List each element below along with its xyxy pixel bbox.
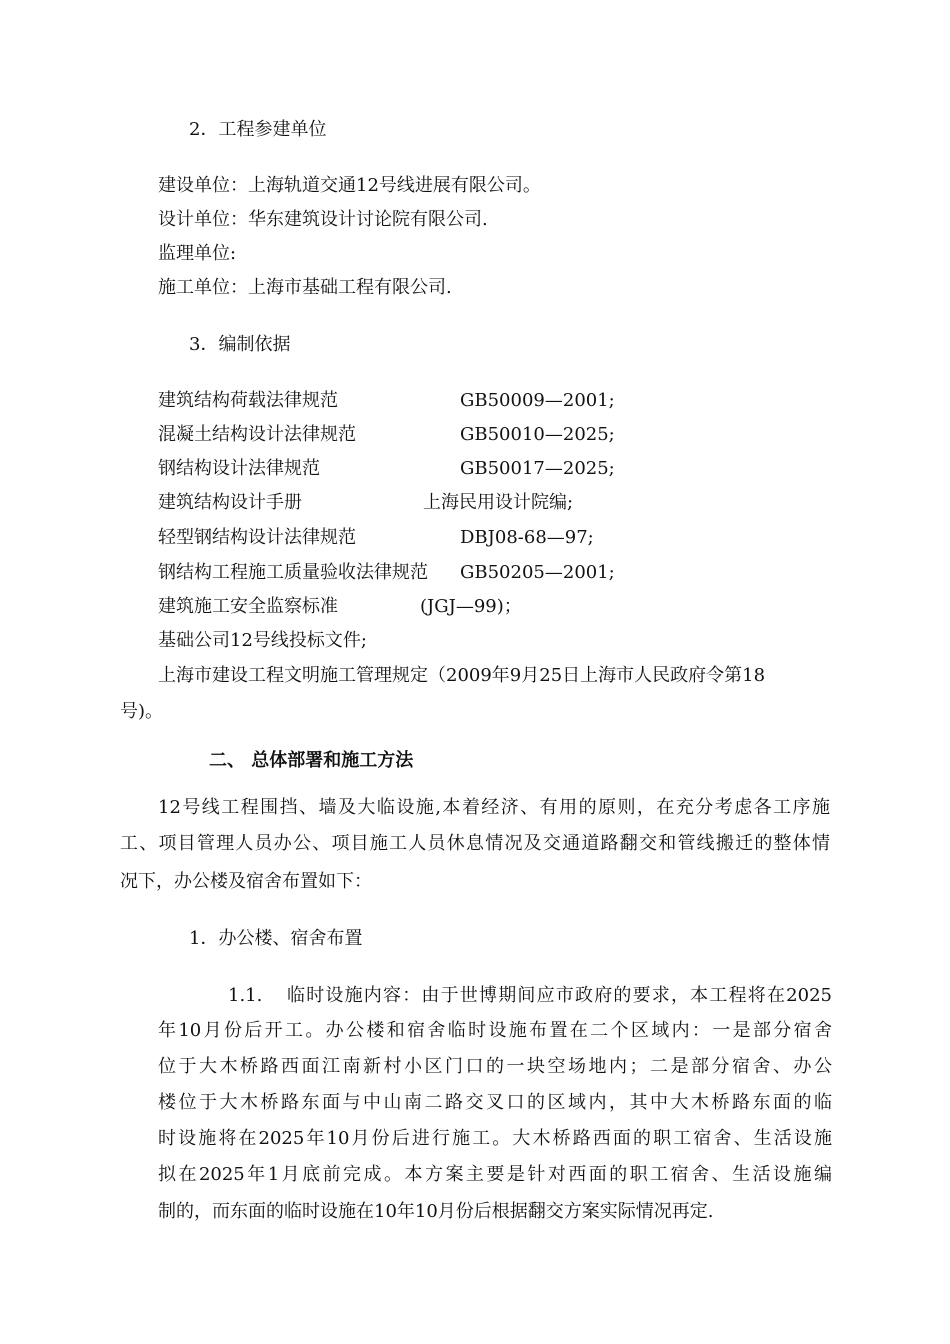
unit-supervisor: 监理单位:: [158, 243, 237, 264]
unit-designer: 设计单位：华东建筑设计讨论院有限公司.: [158, 209, 488, 230]
basis-item-code: 上海民用设计院编;: [423, 492, 574, 513]
basis-item-name: 钢结构设计法律规范: [158, 458, 320, 479]
clause-line: 临时设施内容：由于世博期间应市政府的要求，本工程将在2025: [287, 985, 832, 1006]
clause-number: 1.1.: [228, 985, 263, 1006]
basis-item-code: GB50010—2025;: [460, 424, 615, 445]
clause-line: 年10月份后开工。办公楼和宿舍临时设施布置在二个区域内：一是部分宿舍: [158, 1020, 832, 1041]
clause-line: 拟在2025年1月底前完成。本方案主要是针对西面的职工宿舍、生活设施编: [158, 1164, 832, 1185]
part-heading-deployment: 二、 总体部署和施工方法: [209, 750, 414, 771]
basis-item-name: 建筑结构设计手册: [158, 492, 302, 513]
clause-line: 位于大木桥路西面江南新村小区门口的一块空场地内；二是部分宿舍、办公: [158, 1056, 832, 1077]
basis-item-code: DBJ08-68—97;: [460, 527, 594, 548]
subsection-heading-office-dorm: 1．办公楼、宿舍布置: [189, 928, 363, 949]
unit-construction-owner: 建设单位：上海轨道交通12号线进展有限公司。: [158, 175, 541, 196]
clause-line: 时设施将在2025年10月份后进行施工。大木桥路西面的职工宿舍、生活设施: [158, 1128, 832, 1149]
basis-regulation-line-1: 上海市建设工程文明施工管理规定（2009年9月25日上海市人民政府令第18: [158, 665, 766, 686]
basis-item-name: 混凝土结构设计法律规范: [158, 424, 356, 445]
basis-item-name: 建筑施工安全监察标准: [158, 596, 338, 617]
basis-item-name: 建筑结构荷载法律规范: [158, 390, 338, 411]
basis-item-code: GB50009—2001;: [460, 390, 615, 411]
basis-regulation-line-2: 号)。: [120, 701, 164, 722]
intro-paragraph-line: 况下，办公楼及宿舍布置如下：: [120, 871, 372, 892]
intro-paragraph-line: 12号线工程围挡、墙及大临设施,本着经济、有用的原则，在充分考虑各工序施: [158, 797, 830, 818]
clause-line: 楼位于大木桥路东面与中山南二路交叉口的区域内，其中大木桥路东面的临: [158, 1092, 832, 1113]
unit-contractor: 施工单位：上海市基础工程有限公司.: [158, 277, 452, 298]
clause-line: 制的，而东面的临时设施在10年10月份后根据翻交方案实际情况再定.: [158, 1201, 714, 1222]
basis-item-name: 轻型钢结构设计法律规范: [158, 527, 356, 548]
basis-item-code: (JGJ—99)；: [420, 596, 522, 617]
intro-paragraph-line: 工、项目管理人员办公、项目施工人员休息情况及交通道路翻交和管线搬迁的整体情: [120, 833, 830, 854]
section-heading-participating-units: 2．工程参建单位: [189, 119, 327, 140]
basis-item-code: GB50205—2001;: [460, 562, 615, 583]
basis-bid-document: 基础公司12号线投标文件;: [158, 630, 367, 651]
section-heading-basis: 3．编制依据: [189, 334, 291, 355]
basis-item-name: 钢结构工程施工质量验收法律规范: [158, 562, 428, 583]
basis-item-code: GB50017—2025;: [460, 458, 615, 479]
